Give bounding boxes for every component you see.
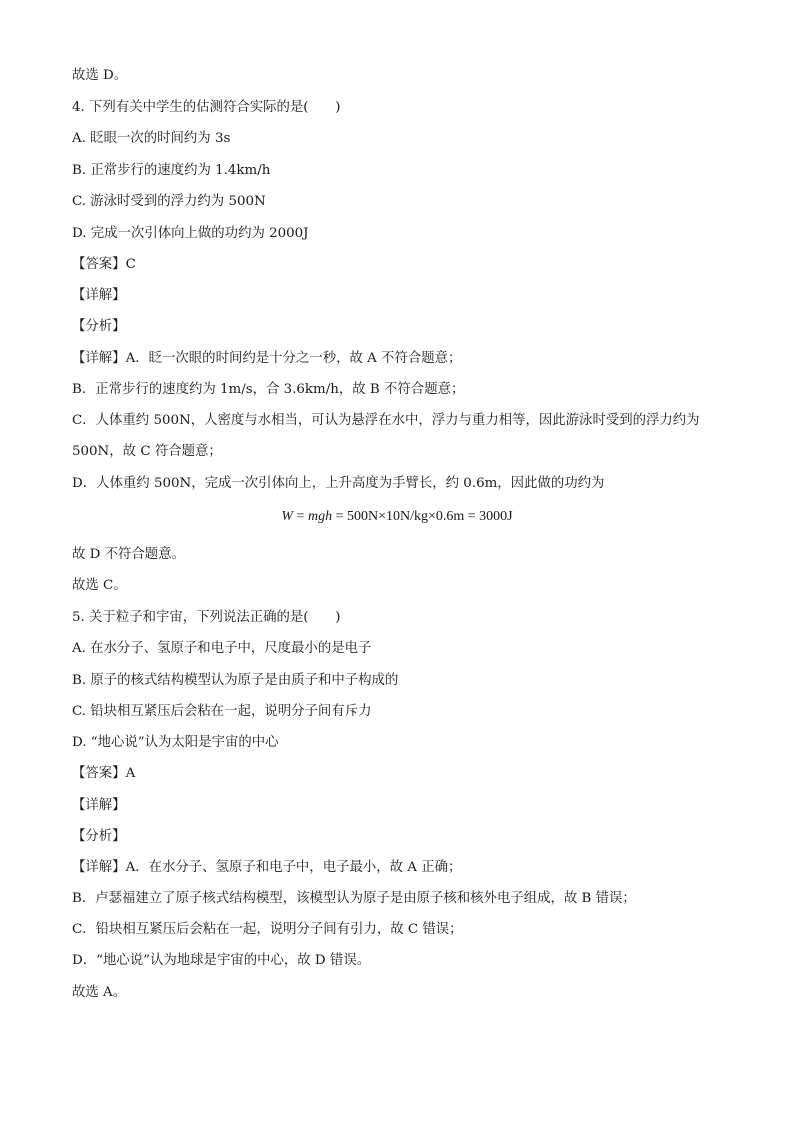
question-4-option-b: B. 正常步行的速度约为 1.4km/h	[72, 163, 271, 178]
explanation-c: C．人体重约 500N，人密度与水相当，可认为悬浮在水中，浮力与重力相等，因此游泳时受到的浮力约为	[72, 413, 700, 428]
question-4-option-a: A. 眨眼一次的时间约为 3s	[72, 131, 231, 146]
explanation-a-text: A．眨一次眼的时间约是十分之一秒，故 A 不符合题意；	[125, 351, 462, 366]
explanation-a-text: A．在水分子、氢原子和电子中，电子最小，故 A 正确；	[125, 860, 462, 875]
answer-value: A	[125, 766, 136, 781]
question-5-answer	[72, 765, 734, 783]
explanation-d: D．人体重约 500N，完成一次引体向上，上升高度为手臂长，约 0.6m，因此做的功约为	[72, 476, 605, 491]
explanation-b: B．正常步行的速度约为 1m/s，合 3.6km/h，故 B 不符合题意；	[72, 382, 465, 397]
question-5-option-b: B. 原子的核式结构模型认为原子是由质子和中子构成的	[72, 673, 399, 688]
detail-tag: 【详解】	[72, 860, 126, 875]
analysis-heading: 【分析】	[72, 319, 126, 334]
explanation-b: B．卢瑟福建立了原子核式结构模型，该模型认为原子是由原子核和核外电子组成，故 B 错误；	[72, 891, 636, 906]
question-4-option-c: C. 游泳时受到的浮力约为 500N	[72, 194, 266, 209]
explanation-d-conclusion: 故 D 不符合题意。	[72, 547, 185, 562]
formula-values: = 500N×10N/kg×0.6m = 3000J	[332, 509, 513, 524]
answer-conclusion: 故选 D。	[72, 68, 128, 83]
detail-tag: 【详解】	[72, 351, 126, 366]
formula-w: W	[281, 509, 294, 524]
formula-g: g	[318, 509, 326, 524]
formula-m: m	[307, 509, 319, 524]
question-4-conclusion: 故选 C。	[72, 578, 127, 593]
question-5-stem: 5. 关于粒子和宇宙，下列说法正确的是( )	[72, 610, 341, 625]
question-5-option-a: A. 在水分子、氢原子和电子中，尺度最小的是电子	[72, 641, 372, 656]
detail-heading: 【详解】	[72, 798, 126, 813]
explanation-a	[72, 859, 734, 877]
explanation-a	[72, 350, 734, 368]
explanation-c: C．铅块相互紧压后会粘在一起，说明分子间有引力，故 C 错误；	[72, 922, 463, 937]
answer-tag: 【答案】	[72, 766, 126, 781]
question-4-option-d: D. 完成一次引体向上做的功约为 2000J	[72, 226, 309, 241]
explanation-c-continued: 500N，故 C 符合题意；	[72, 444, 222, 459]
analysis-heading: 【分析】	[72, 829, 126, 844]
detail-heading: 【详解】	[72, 288, 126, 303]
explanation-d: D．“地心说”认为地球是宇宙的中心，故 D 错误。	[72, 953, 371, 968]
formula-h: h	[325, 509, 333, 524]
question-5-option-c: C. 铅块相互紧压后会粘在一起，说明分子间有斥力	[72, 704, 372, 719]
question-4-answer	[72, 256, 734, 274]
question-5-conclusion: 故选 A。	[72, 985, 127, 1000]
question-5-option-d: D. “地心说”认为太阳是宇宙的中心	[72, 735, 279, 750]
question-4-stem: 4. 下列有关中学生的估测符合实际的是( )	[72, 100, 341, 115]
answer-tag: 【答案】	[72, 257, 126, 272]
answer-value: C	[125, 257, 136, 272]
work-formula	[0, 508, 794, 526]
formula-equals: =	[293, 509, 308, 524]
